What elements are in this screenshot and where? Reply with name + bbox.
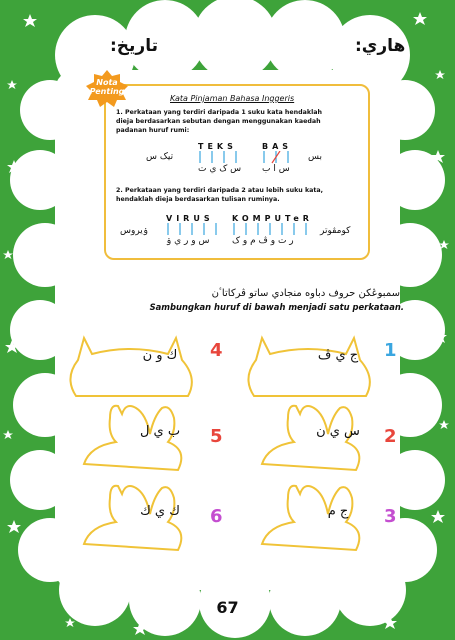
- word-virus-jawi: ۏيروس: [120, 226, 149, 236]
- arrows-icon: [260, 151, 300, 165]
- exercise-number: 3: [384, 506, 397, 527]
- exercise-letters: ب ي ل: [139, 424, 181, 439]
- word-teks-latin: TEKS: [198, 142, 237, 151]
- word-virus-letters: س و ر ي ۏ: [166, 236, 210, 246]
- word-virus-latin: VIRUS: [166, 214, 214, 223]
- arrows-icon: [230, 223, 314, 237]
- exercise-number: 5: [210, 426, 223, 447]
- word-bas-jawi: بس: [308, 152, 322, 162]
- word-komputer-letters: ر ت و ڤ م و ک: [232, 236, 294, 246]
- note-title: Kata Pinjaman Bahasa Inggeris: [170, 94, 295, 103]
- badge-label: Nota Penting: [89, 78, 125, 96]
- instruction-rumi: Sambungkan huruf di bawah menjadi satu perkataan.: [149, 302, 404, 312]
- arrows-icon: [164, 223, 224, 237]
- exercise-letters: ك ي ك: [140, 504, 180, 519]
- note-paragraph-2: 2. Perkataan yang terdiri daripada 2 atau lebih suku kata, hendaklah dieja berdasarkan tulisan ruminya.: [116, 187, 324, 203]
- day-label: هاري:: [355, 36, 406, 56]
- word-komputer-latin: KOMPUTeR: [232, 214, 313, 223]
- word-bas-letters: س ا ب: [262, 164, 290, 174]
- note-paragraph-1: 1. Perkataan yang terdiri daripada 1 suku kata hendaklah dieja berdasarkan sebutan dengan menggunakan kaedah padanan huruf rumi:: [116, 109, 322, 134]
- exercise-number: 6: [210, 506, 223, 527]
- word-teks-letters: س ک ي ت: [198, 164, 242, 174]
- word-komputer-jawi: کومڤوتر: [320, 226, 351, 236]
- exercise-number: 4: [210, 340, 223, 361]
- page-number: 67: [216, 598, 239, 617]
- exercise-letters: س ي ن: [316, 424, 360, 439]
- exercise-letters: ج م: [327, 504, 349, 519]
- exercise-letters: ج ي ڤ: [317, 348, 359, 363]
- word-teks-jawi: تيک س: [146, 152, 174, 162]
- exercise-number: 2: [384, 426, 397, 447]
- date-label: تاريخ:: [110, 36, 158, 56]
- exercise-number: 1: [384, 340, 397, 361]
- instruction-jawi: سمبوڠکن حروف دباوه منجادي ساتو ڤرکاتاٴن: [211, 288, 400, 299]
- exercise-letters: ك و ن: [142, 348, 178, 363]
- word-bas-latin: BAS: [262, 142, 293, 151]
- arrows-icon: [196, 151, 246, 165]
